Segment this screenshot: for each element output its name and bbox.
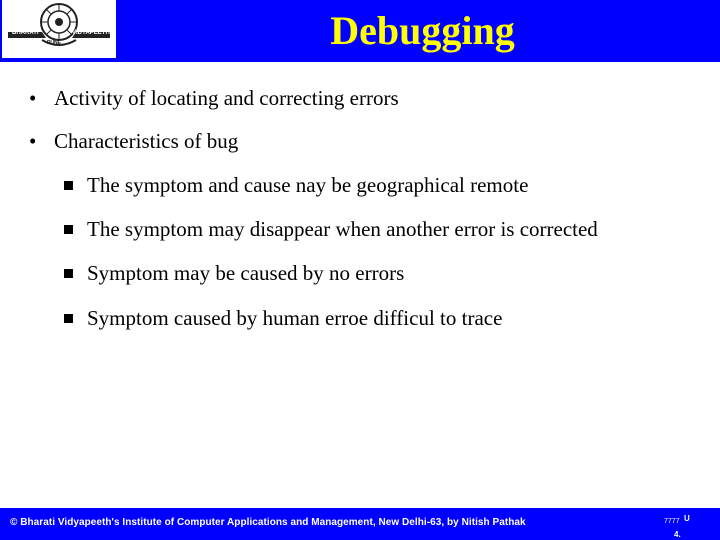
- page-number-extra: 4.: [674, 530, 681, 539]
- logo-right-text: VIDYAPEETH: [72, 30, 110, 36]
- footer-bar: [0, 508, 720, 540]
- logo-bottom-text: PUNE: [47, 40, 61, 46]
- square-bullet-icon: [64, 225, 73, 234]
- bullet-icon: •: [29, 129, 37, 153]
- header-bar: [0, 0, 720, 62]
- page-number: 7777: [664, 518, 680, 525]
- logo-left-text: BHARATI: [12, 30, 39, 36]
- sub-list-item: [64, 306, 502, 330]
- sub-list-item: [64, 217, 598, 241]
- page-number-suffix: U: [684, 514, 690, 523]
- list-item: [29, 129, 238, 153]
- sub-list-item: [64, 261, 404, 285]
- slide-title: Debugging: [330, 8, 515, 53]
- square-bullet-icon: [64, 181, 73, 190]
- list-item-text: Characteristics of bug: [54, 129, 239, 153]
- list-item-text: Activity of locating and correcting errors: [54, 86, 399, 110]
- sub-list-item-text: The symptom may disappear when another error is corrected: [87, 217, 598, 241]
- sub-list-item: [64, 173, 528, 197]
- sub-list-item-text: Symptom caused by human erroe difficul to trace: [87, 306, 503, 330]
- bullet-icon: •: [29, 86, 37, 110]
- sub-list-item-text: Symptom may be caused by no errors: [87, 261, 405, 285]
- square-bullet-icon: [64, 269, 73, 278]
- square-bullet-icon: [64, 314, 73, 323]
- sub-list-item-text: The symptom and cause nay be geographical remote: [87, 173, 529, 197]
- list-item: [29, 86, 399, 110]
- footer-copyright: © Bharati Vidyapeeth's Institute of Computer Applications and Management, New Delhi-63, by Nitish Pathak: [10, 517, 526, 528]
